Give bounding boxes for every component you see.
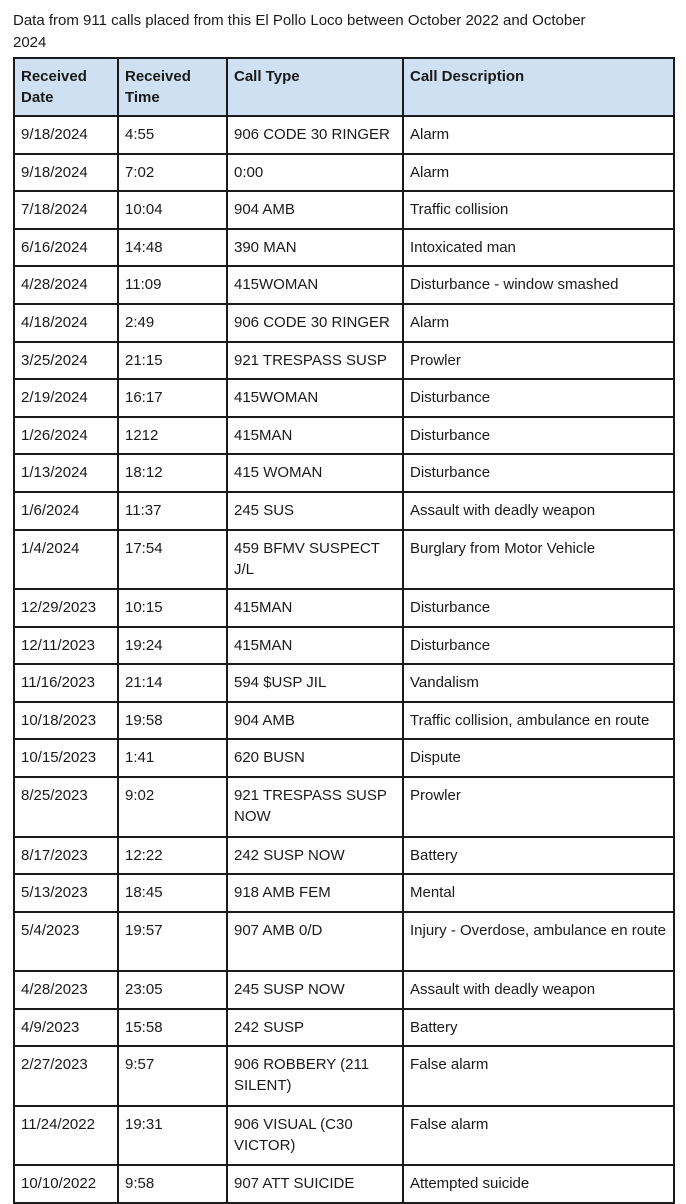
cell-call-description: Alarm (403, 304, 674, 342)
table-row (14, 874, 674, 912)
cell-received-date: 5/4/2023 (14, 912, 118, 972)
cell-call-type: 242 SUSP (227, 1009, 403, 1047)
cell-call-type: 415MAN (227, 627, 403, 665)
cell-received-time: 11:37 (118, 492, 227, 530)
table-row (14, 342, 674, 380)
cell-call-description: Vandalism (403, 664, 674, 702)
cell-call-type: 0:00 (227, 154, 403, 192)
table-row (14, 1009, 674, 1047)
table-row (14, 454, 674, 492)
cell-received-time: 19:24 (118, 627, 227, 665)
cell-call-description: Assault with deadly weapon (403, 971, 674, 1009)
cell-received-date: 2/19/2024 (14, 379, 118, 417)
cell-received-time: 19:57 (118, 912, 227, 972)
cell-call-type: 904 AMB (227, 191, 403, 229)
cell-call-description: Battery (403, 837, 674, 875)
cell-received-date: 1/6/2024 (14, 492, 118, 530)
cell-call-description: Disturbance (403, 627, 674, 665)
cell-received-date: 8/17/2023 (14, 837, 118, 875)
cell-call-type: 906 CODE 30 RINGER (227, 116, 403, 154)
cell-received-date: 7/18/2024 (14, 191, 118, 229)
header-call-type: Call Type (227, 58, 403, 116)
cell-received-date: 1/13/2024 (14, 454, 118, 492)
cell-call-description: Prowler (403, 342, 674, 380)
table-row (14, 1165, 674, 1203)
cell-call-type: 907 AMB 0/D (227, 912, 403, 972)
cell-call-description: Mental (403, 874, 674, 912)
cell-call-type: 906 CODE 30 RINGER (227, 304, 403, 342)
cell-call-type: 907 ATT SUICIDE (227, 1165, 403, 1203)
cell-call-type: 415MAN (227, 589, 403, 627)
cell-call-description: Alarm (403, 154, 674, 192)
cell-received-time: 2:49 (118, 304, 227, 342)
cell-received-time: 4:55 (118, 116, 227, 154)
cell-received-date: 12/29/2023 (14, 589, 118, 627)
cell-call-type: 921 TRESPASS SUSP NOW (227, 777, 403, 837)
header-received-date: Received Date (14, 58, 118, 116)
cell-received-time: 1212 (118, 417, 227, 455)
cell-call-description: False alarm (403, 1046, 674, 1106)
cell-received-date: 9/18/2024 (14, 116, 118, 154)
table-row (14, 702, 674, 740)
cell-received-time: 11:09 (118, 266, 227, 304)
table-row (14, 229, 674, 267)
cell-call-description: Battery (403, 1009, 674, 1047)
cell-call-description: Disturbance (403, 454, 674, 492)
cell-received-time: 10:15 (118, 589, 227, 627)
table-row (14, 837, 674, 875)
cell-call-description: Traffic collision, ambulance en route (403, 702, 674, 740)
cell-call-description: Attempted suicide (403, 1165, 674, 1203)
table-row (14, 266, 674, 304)
cell-received-date: 12/11/2023 (14, 627, 118, 665)
cell-received-date: 4/28/2024 (14, 266, 118, 304)
table-row (14, 912, 674, 972)
cell-received-time: 9:02 (118, 777, 227, 837)
table-row (14, 971, 674, 1009)
cell-received-time: 1:41 (118, 739, 227, 777)
cell-received-time: 18:45 (118, 874, 227, 912)
cell-call-description: Disturbance - window smashed (403, 266, 674, 304)
cell-received-time: 9:58 (118, 1165, 227, 1203)
cell-call-type: 918 AMB FEM (227, 874, 403, 912)
table-row (14, 530, 674, 590)
cell-call-description: False alarm (403, 1106, 674, 1166)
cell-call-type: 906 VISUAL (C30 VICTOR) (227, 1106, 403, 1166)
cell-received-time: 23:05 (118, 971, 227, 1009)
cell-received-time: 19:58 (118, 702, 227, 740)
cell-call-type: 906 ROBBERY (211 SILENT) (227, 1046, 403, 1106)
cell-call-type: 459 BFMV SUSPECT J/L (227, 530, 403, 590)
cell-received-date: 1/4/2024 (14, 530, 118, 590)
cell-received-time: 10:04 (118, 191, 227, 229)
cell-received-date: 3/25/2024 (14, 342, 118, 380)
cell-call-type: 620 BUSN (227, 739, 403, 777)
cell-received-date: 4/18/2024 (14, 304, 118, 342)
cell-call-type: 242 SUSP NOW (227, 837, 403, 875)
cell-received-date: 11/16/2023 (14, 664, 118, 702)
table-header-row (14, 58, 674, 116)
cell-call-type: 415 WOMAN (227, 454, 403, 492)
cell-received-time: 18:12 (118, 454, 227, 492)
cell-received-time: 14:48 (118, 229, 227, 267)
cell-received-date: 11/24/2022 (14, 1106, 118, 1166)
table-row (14, 154, 674, 192)
table-row (14, 492, 674, 530)
cell-received-time: 21:14 (118, 664, 227, 702)
header-call-description: Call Description (403, 58, 674, 116)
cell-call-type: 594 $USP JIL (227, 664, 403, 702)
cell-call-description: Injury - Overdose, ambulance en route (403, 912, 674, 972)
table-row (14, 1106, 674, 1166)
cell-call-type: 390 MAN (227, 229, 403, 267)
cell-received-date: 5/13/2023 (14, 874, 118, 912)
cell-received-date: 4/9/2023 (14, 1009, 118, 1047)
table-row (14, 777, 674, 837)
cell-received-time: 15:58 (118, 1009, 227, 1047)
calls-table (13, 57, 675, 1204)
cell-received-time: 16:17 (118, 379, 227, 417)
table-row (14, 116, 674, 154)
cell-received-time: 17:54 (118, 530, 227, 590)
table-row (14, 627, 674, 665)
cell-received-date: 6/16/2024 (14, 229, 118, 267)
table-row (14, 417, 674, 455)
cell-call-description: Prowler (403, 777, 674, 837)
cell-call-type: 415WOMAN (227, 379, 403, 417)
cell-received-date: 10/10/2022 (14, 1165, 118, 1203)
cell-call-type: 904 AMB (227, 702, 403, 740)
cell-received-date: 9/18/2024 (14, 154, 118, 192)
table-row (14, 304, 674, 342)
cell-call-description: Disturbance (403, 379, 674, 417)
table-row (14, 1046, 674, 1106)
table-row (14, 589, 674, 627)
cell-call-type: 245 SUS (227, 492, 403, 530)
cell-received-date: 8/25/2023 (14, 777, 118, 837)
table-row (14, 739, 674, 777)
cell-call-type: 921 TRESPASS SUSP (227, 342, 403, 380)
cell-call-description: Alarm (403, 116, 674, 154)
cell-call-description: Traffic collision (403, 191, 674, 229)
header-received-time: Received Time (118, 58, 227, 116)
cell-call-type: 415WOMAN (227, 266, 403, 304)
cell-received-date: 4/28/2023 (14, 971, 118, 1009)
cell-received-time: 9:57 (118, 1046, 227, 1106)
cell-received-time: 7:02 (118, 154, 227, 192)
table-row (14, 664, 674, 702)
cell-received-time: 19:31 (118, 1106, 227, 1166)
cell-received-time: 12:22 (118, 837, 227, 875)
cell-received-time: 21:15 (118, 342, 227, 380)
cell-call-type: 415MAN (227, 417, 403, 455)
cell-call-type: 245 SUSP NOW (227, 971, 403, 1009)
cell-received-date: 10/18/2023 (14, 702, 118, 740)
table-row (14, 379, 674, 417)
cell-call-description: Assault with deadly weapon (403, 492, 674, 530)
cell-call-description: Burglary from Motor Vehicle (403, 530, 674, 590)
cell-call-description: Intoxicated man (403, 229, 674, 267)
cell-received-date: 2/27/2023 (14, 1046, 118, 1106)
cell-received-date: 1/26/2024 (14, 417, 118, 455)
table-row (14, 191, 674, 229)
table-caption: Data from 911 calls placed from this El Pollo Loco between October 2022 and October 2024 (13, 12, 586, 51)
cell-received-date: 10/15/2023 (14, 739, 118, 777)
cell-call-description: Disturbance (403, 417, 674, 455)
cell-call-description: Disturbance (403, 589, 674, 627)
cell-call-description: Dispute (403, 739, 674, 777)
